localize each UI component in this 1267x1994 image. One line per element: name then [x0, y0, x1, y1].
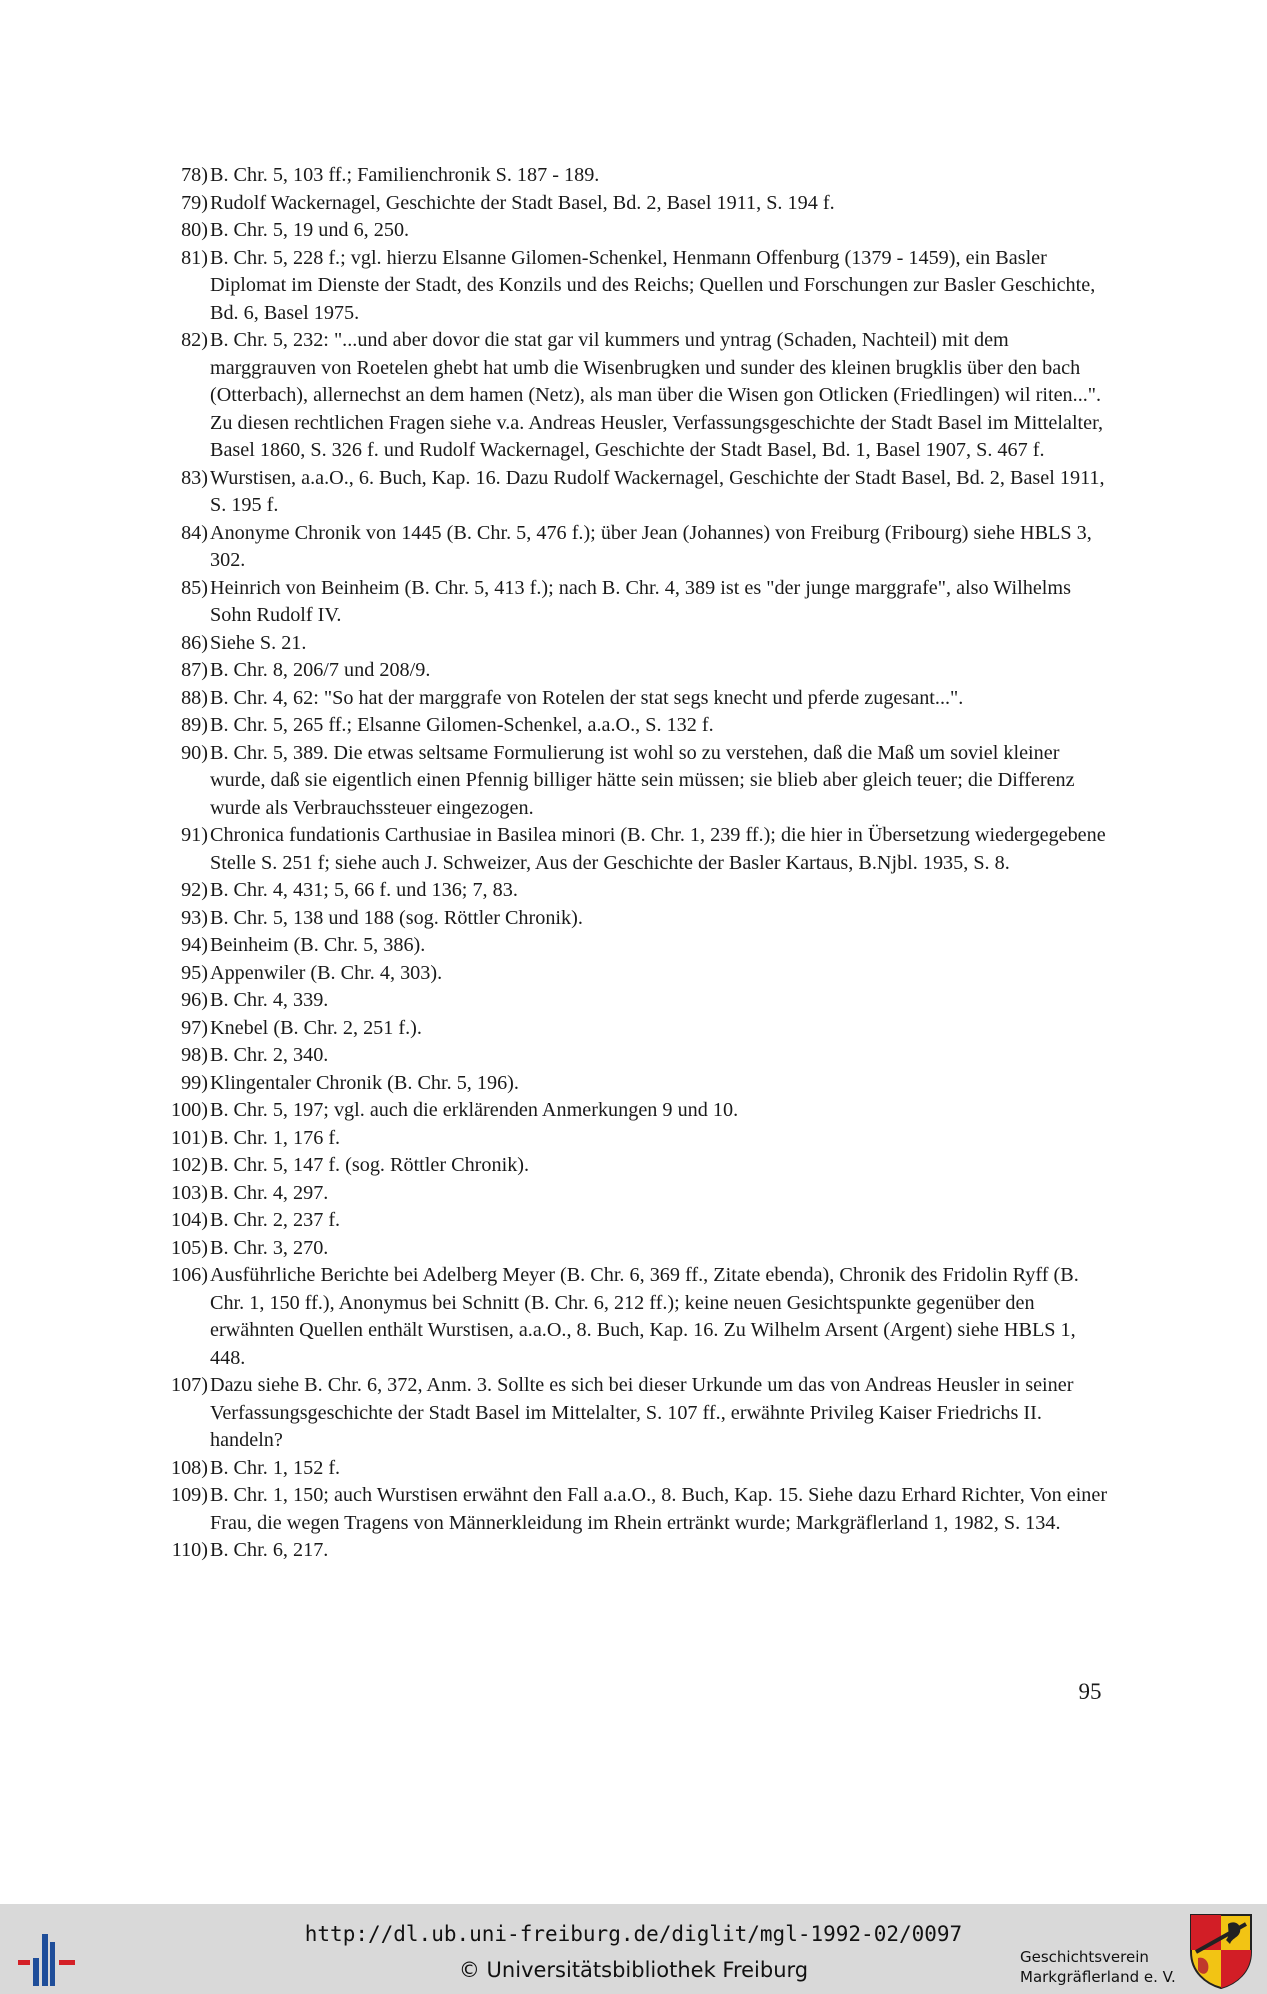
footnote-item	[160, 190, 1110, 218]
footnote-item	[160, 575, 1110, 630]
footnote-number: 108)	[170, 1456, 208, 1479]
footnote-text: Heinrich von Beinheim (B. Chr. 5, 413 f.); nach B. Chr. 4, 389 ist es "der junge marggrafe", also Wilhelms Sohn Rudolf IV.	[210, 576, 1071, 626]
footnote-text: B. Chr. 1, 152 f.	[210, 1456, 341, 1479]
footnote-number: 105)	[170, 1236, 208, 1259]
footnote-item	[160, 712, 1110, 740]
footnote-number: 107)	[170, 1374, 208, 1396]
footnote-number: 103)	[170, 1181, 208, 1204]
footnote-number: 98)	[181, 1044, 208, 1066]
footnote-text: B. Chr. 5, 147 f. (sog. Röttler Chronik).	[210, 1154, 530, 1176]
footnote-number: 84)	[181, 521, 208, 544]
footnote-number: 106)	[170, 1264, 208, 1286]
footnote-item	[160, 1207, 1110, 1235]
footnote-item	[160, 1482, 1110, 1537]
footnote-item	[160, 1015, 1110, 1043]
footnote-number: 89)	[181, 714, 208, 736]
footnote-item	[160, 932, 1110, 960]
footnote-text: B. Chr. 4, 431; 5, 66 f. und 136; 7, 83.	[210, 879, 518, 901]
footnote-text: B. Chr. 8, 206/7 und 208/9.	[210, 659, 431, 681]
footnote-text: Ausführliche Berichte bei Adelberg Meyer (B. Chr. 6, 369 ff., Zitate ebenda), Chronik des Fridolin Ryff (B. Chr. 1, 150 ff.), Anonymus bei Schnitt (B. Chr. 6, 212 ff.); keine neuen Gesichtspunkte gegenüber den erwähnten Quellen enthält Wurstisen, a.a.O., 8. Buch, Kap. 16. Zu Wilhelm Arsent (Argent) siehe HBLS 1, 448.	[210, 1264, 1079, 1369]
footnote-number: 78)	[181, 164, 208, 186]
footnote-number: 93)	[181, 906, 208, 929]
footer-url-link[interactable]: http://dl.ub.uni-freiburg.de/diglit/mgl-1992-02/0097	[304, 1922, 963, 1946]
footnote-item	[160, 162, 1110, 190]
footnote-number: 83)	[181, 466, 208, 489]
footnote-text: B. Chr. 4, 297.	[210, 1181, 329, 1204]
footnote-number: 80)	[181, 219, 208, 241]
footnote-text: Rudolf Wackernagel, Geschichte der Stadt Basel, Bd. 2, Basel 1911, S. 194 f.	[210, 191, 835, 214]
footnote-number: 94)	[181, 934, 208, 956]
footnote-item	[160, 877, 1110, 905]
footnote-item	[160, 1262, 1110, 1372]
footnote-item	[160, 245, 1110, 328]
footnote-text: Siehe S. 21.	[210, 631, 307, 654]
footnote-item	[160, 1097, 1110, 1125]
footnote-text: B. Chr. 5, 265 ff.; Elsanne Gilomen-Schenkel, a.a.O., S. 132 f.	[210, 714, 714, 736]
coat-of-arms-icon	[1188, 1912, 1254, 1990]
footnote-text: B. Chr. 5, 138 und 188 (sog. Röttler Chronik).	[210, 906, 583, 929]
footer-bar	[0, 1904, 1267, 1994]
footnote-list	[160, 162, 1110, 1565]
footnote-text: B. Chr. 5, 232: "...und aber dovor die stat gar vil kummers und yntrag (Schaden, Nachteil) mit dem marggrauven von Roetelen ghebt hat umb die Wisenbrugken und sunder des kleinen brugklis über den bach (Otterbach), allernechst an dem hamen (Netz), als man über die Wisen gon Otlicken (Friedlingen) wil riten...". Zu diesen rechtlichen Fragen siehe v.a. Andreas Heusler, Verfassungsgeschichte der Stadt Basel im Mittelalter, Basel 1860, S. 326 f. und Rudolf Wackernagel, Geschichte der Stadt Basel, Bd. 1, Basel 1907, S. 467 f.	[210, 329, 1104, 461]
footnote-item	[160, 1235, 1110, 1263]
footnote-number: 99)	[181, 1071, 208, 1094]
footnote-item	[160, 685, 1110, 713]
footer-copyright: © Universitätsbibliothek Freiburg	[458, 1958, 809, 1982]
footnote-text: Knebel (B. Chr. 2, 251 f.).	[210, 1016, 422, 1039]
page-number: 95	[1078, 1679, 1102, 1704]
footnote-item	[160, 217, 1110, 245]
footnote-item	[160, 905, 1110, 933]
footnote-text: B. Chr. 4, 62: "So hat der marggrafe von Rotelen der stat segs knecht und pferde zugesant...".	[210, 686, 964, 709]
footnote-item	[160, 987, 1110, 1015]
footnote-text: B. Chr. 1, 176 f.	[210, 1126, 341, 1149]
footnote-item	[160, 1152, 1110, 1180]
footnote-text: B. Chr. 2, 237 f.	[210, 1209, 341, 1231]
footnote-number: 109)	[170, 1484, 208, 1506]
footnote-text: B. Chr. 3, 270.	[210, 1236, 329, 1259]
verein-line-2: Markgräflerland e. V.	[1020, 1968, 1176, 1986]
footnote-item	[160, 740, 1110, 823]
footnote-number: 96)	[181, 989, 208, 1011]
footnote-text: Wurstisen, a.a.O., 6. Buch, Kap. 16. Dazu Rudolf Wackernagel, Geschichte der Stadt Basel, Bd. 2, Basel 1911, S. 195 f.	[210, 466, 1105, 516]
footnote-number: 110)	[171, 1539, 208, 1561]
footnote-text: B. Chr. 5, 389. Die etwas seltsame Formulierung ist wohl so zu verstehen, daß die Maß um soviel kleiner wurde, daß sie eigentlich einen Pfennig billiger hätte sein müssen; sie blieb aber gleich teuer; die Differenz wurde als Verbrauchssteuer eingezogen.	[210, 741, 1075, 819]
footnote-text: Anonyme Chronik von 1445 (B. Chr. 5, 476 f.); über Jean (Johannes) von Freiburg (Fribourg) siehe HBLS 3, 302.	[210, 521, 1092, 571]
footnote-text: B. Chr. 5, 103 ff.; Familienchronik S. 187 - 189.	[210, 164, 600, 186]
footnote-number: 81)	[181, 246, 208, 269]
footnote-text: Dazu siehe B. Chr. 6, 372, Anm. 3. Sollte es sich bei dieser Urkunde um das von Andreas Heusler in seiner Verfassungsgeschichte der Stadt Basel im Mittelalter, S. 107 ff., erwähnte Privileg Kaiser Friedrichs II. handeln?	[210, 1374, 1074, 1451]
footnote-item	[160, 1125, 1110, 1153]
footnote-number: 97)	[181, 1016, 208, 1039]
footnote-text: Klingentaler Chronik (B. Chr. 5, 196).	[210, 1071, 519, 1094]
footnote-number: 100)	[170, 1099, 208, 1121]
footnote-text: B. Chr. 4, 339.	[210, 989, 329, 1011]
footnote-number: 101)	[170, 1126, 208, 1149]
footnote-item	[160, 327, 1110, 465]
footnote-item	[160, 630, 1110, 658]
footnote-number: 87)	[181, 659, 208, 681]
verein-name	[1020, 1947, 1176, 1987]
footnote-number: 102)	[170, 1154, 208, 1176]
footnote-text: B. Chr. 6, 217.	[210, 1539, 329, 1561]
footnote-item	[160, 1042, 1110, 1070]
footnote-number: 92)	[181, 879, 208, 901]
footnote-item	[160, 1070, 1110, 1098]
footnote-text: Beinheim (B. Chr. 5, 386).	[210, 934, 426, 956]
footnote-item	[160, 1537, 1110, 1565]
verein-line-1: Geschichtsverein	[1020, 1948, 1149, 1966]
footnote-item	[160, 822, 1110, 877]
footnote-item	[160, 1455, 1110, 1483]
footnote-item	[160, 960, 1110, 988]
footnote-text: Chronica fundationis Carthusiae in Basilea minori (B. Chr. 1, 239 ff.); die hier in Übersetzung wiedergegebene Stelle S. 251 f; siehe auch J. Schweizer, Aus der Geschichte der Basler Kartaus, B.Njbl. 1935, S. 8.	[210, 824, 1106, 874]
footnote-text: B. Chr. 5, 19 und 6, 250.	[210, 219, 410, 241]
footnote-item	[160, 657, 1110, 685]
footnote-item	[160, 465, 1110, 520]
footnote-number: 86)	[181, 631, 208, 654]
footnote-number: 95)	[181, 961, 208, 984]
footnote-item	[160, 1372, 1110, 1455]
footnote-item	[160, 1180, 1110, 1208]
footnote-number: 79)	[181, 191, 208, 214]
footnote-number: 90)	[181, 741, 208, 764]
footnote-text: B. Chr. 1, 150; auch Wurstisen erwähnt den Fall a.a.O., 8. Buch, Kap. 15. Siehe dazu Erhard Richter, Von einer Frau, die wegen Tragens von Männerkleidung im Rhein ertränkt wurde; Markgräflerland 1, 1982, S. 134.	[210, 1484, 1108, 1534]
footnote-number: 88)	[181, 686, 208, 709]
footnote-text: B. Chr. 5, 228 f.; vgl. hierzu Elsanne Gilomen-Schenkel, Henmann Offenburg (1379 - 1459), ein Basler Diplomat im Dienste der Stadt, des Konzils und des Reichs; Quellen und Forschungen zur Basler Geschichte, Bd. 6, Basel 1975.	[210, 246, 1096, 324]
footnote-number: 82)	[181, 329, 208, 351]
footnote-number: 104)	[170, 1209, 208, 1231]
footnote-number: 85)	[181, 576, 208, 599]
footnote-number: 91)	[181, 824, 208, 846]
footnote-text: B. Chr. 5, 197; vgl. auch die erklärenden Anmerkungen 9 und 10.	[210, 1099, 739, 1121]
footnote-text: B. Chr. 2, 340.	[210, 1044, 329, 1066]
footnote-item	[160, 520, 1110, 575]
footnote-text: Appenwiler (B. Chr. 4, 303).	[210, 961, 443, 984]
